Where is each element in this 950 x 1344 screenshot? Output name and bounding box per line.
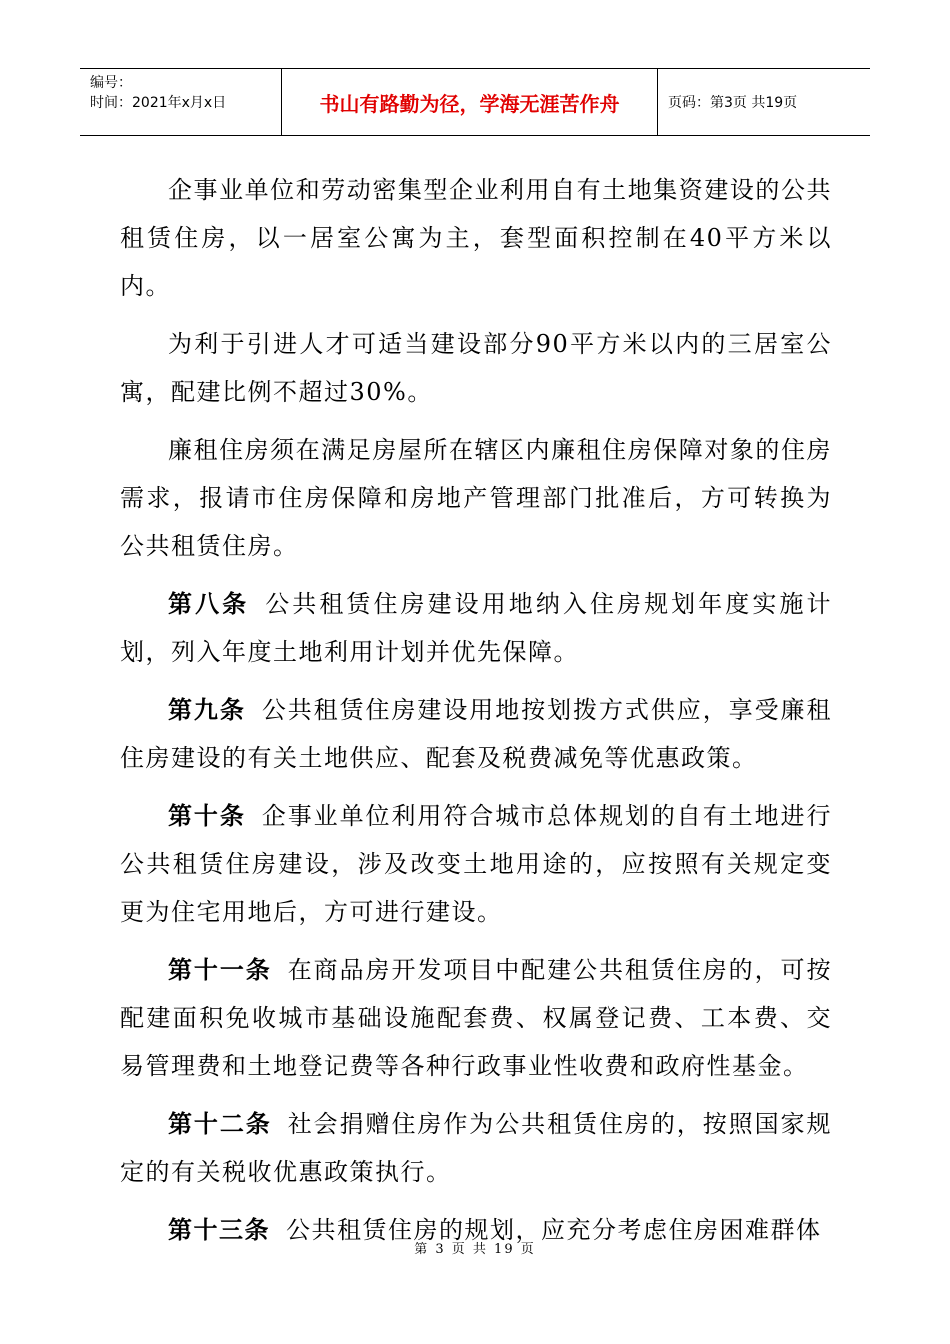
article-number: 第九条 — [168, 696, 246, 724]
article-number: 第十一条 — [168, 956, 272, 984]
paragraph-text: 在商品房开发项目中配建公共租赁住房的，可按配建面积免收城市基础设施配套费、权属登记费、工本费、交易管理费和土地登记费等各种行政事业性收费和政府性基金。 — [120, 956, 832, 1080]
header-page-info: 页码：第3页 共19页 — [668, 95, 798, 111]
page-header — [80, 68, 870, 136]
document-date: 时间：2021年x月x日 — [90, 95, 227, 111]
header-motto: 书山有路勤为径，学海无涯苦作舟 — [282, 69, 658, 135]
paragraph-text: 企事业单位和劳动密集型企业利用自有土地集资建设的公共租赁住房，以一居室公寓为主，套型面积控制在40平方米以内。 — [120, 176, 832, 300]
article-number: 第十条 — [168, 802, 246, 830]
paragraph-text: 企事业单位利用符合城市总体规划的自有土地进行公共租赁住房建设，涉及改变土地用途的，应按照有关规定变更为住宅用地后，方可进行建设。 — [120, 802, 832, 926]
page-footer: 第 3 页 共 19 页 — [414, 1242, 536, 1257]
paragraph-text: 社会捐赠住房作为公共租赁住房的，按照国家规定的有关税收优惠政策执行。 — [120, 1110, 832, 1186]
paragraph-text: 为利于引进人才可适当建设部分90平方米以内的三居室公寓，配建比例不超过30%。 — [120, 330, 832, 406]
paragraph — [120, 1100, 832, 1196]
document-number-label: 编号： — [90, 75, 132, 91]
paragraph-text: 公共租赁住房建设用地纳入住房规划年度实施计划，列入年度土地利用计划并优先保障。 — [120, 590, 833, 666]
article-number: 第十二条 — [168, 1110, 272, 1138]
document-body — [120, 166, 832, 1264]
paragraph — [120, 686, 832, 782]
header-meta — [80, 69, 282, 135]
paragraph — [120, 580, 832, 676]
article-number: 第八条 — [168, 590, 250, 618]
paragraph-text: 公共租赁住房的规划，应充分考虑住房困难群体 — [286, 1216, 822, 1244]
paragraph — [120, 946, 832, 1090]
paragraph-text: 廉租住房须在满足房屋所在辖区内廉租住房保障对象的住房需求，报请市住房保障和房地产管理部门批准后，方可转换为公共租赁住房。 — [120, 436, 832, 560]
paragraph — [120, 320, 832, 416]
paragraph — [120, 166, 832, 310]
paragraph — [120, 792, 832, 936]
paragraph-text: 公共租赁住房建设用地按划拨方式供应，享受廉租住房建设的有关土地供应、配套及税费减免等优惠政策。 — [120, 696, 832, 772]
paragraph — [120, 426, 832, 570]
article-number: 第十三条 — [168, 1216, 270, 1244]
